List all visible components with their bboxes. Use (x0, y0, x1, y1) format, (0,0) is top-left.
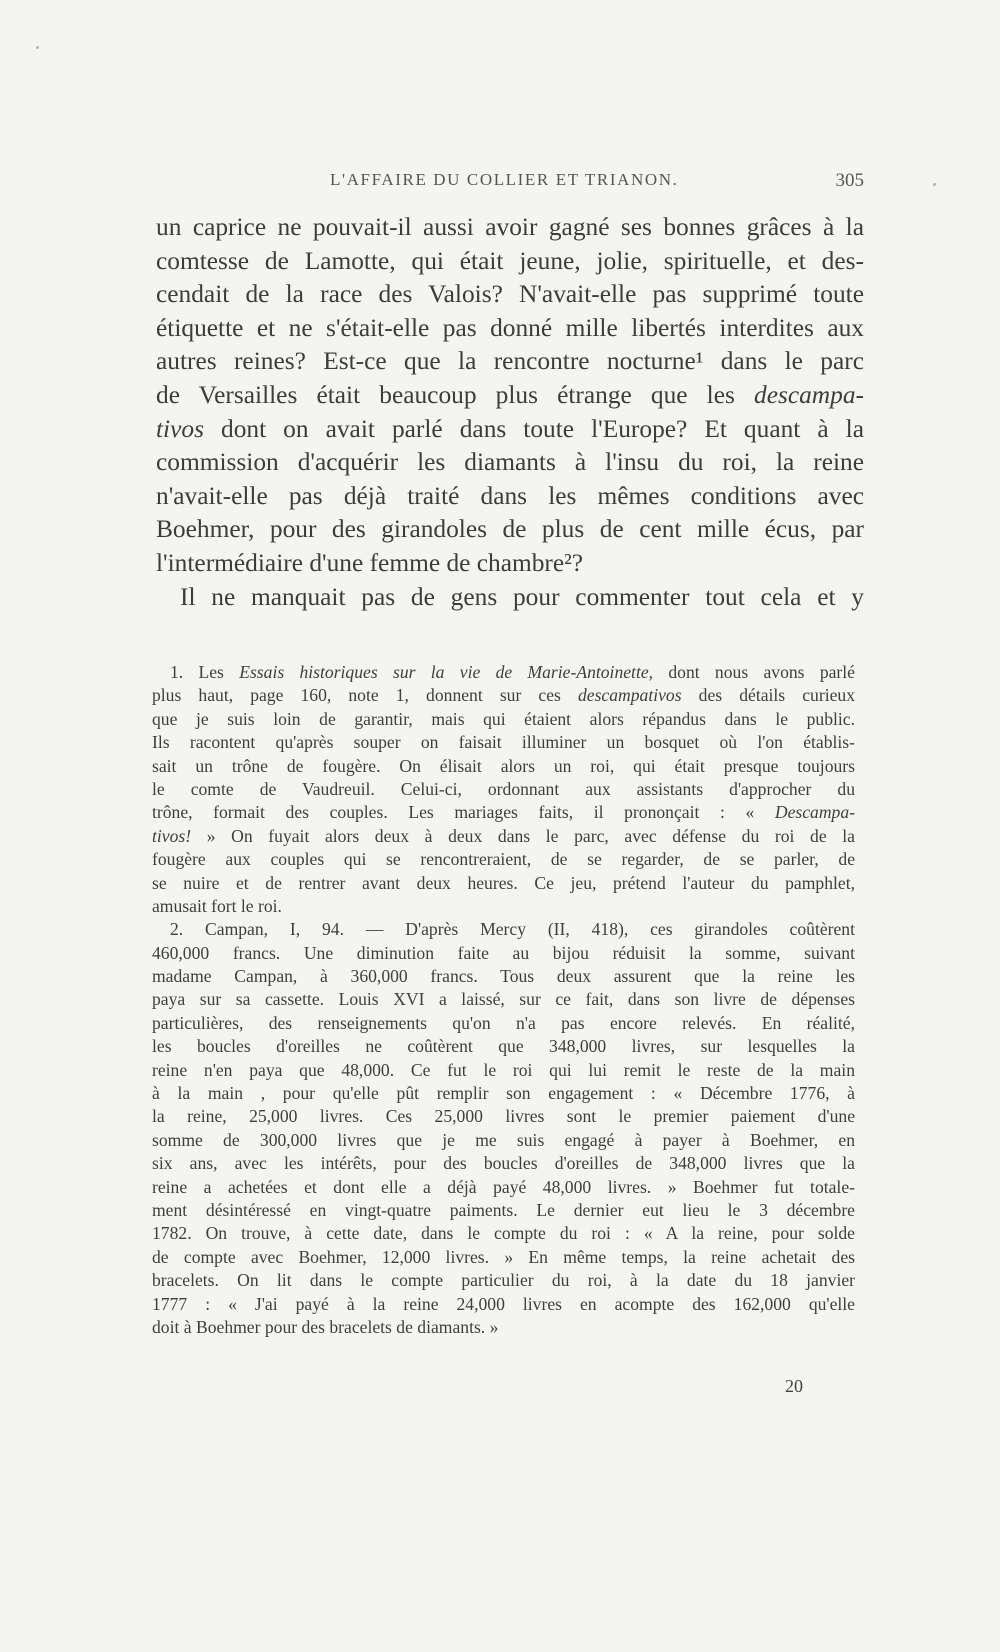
footnote-line: madame Campan, à 360,000 francs. Tous deux assurent que la reine les (152, 966, 855, 987)
text-segment: tivos! (152, 825, 192, 846)
footnote-line: de compte avec Boehmer, 12,000 livres. » En même temps, la reine achetait des (152, 1246, 855, 1267)
text-line: l'intermédiaire d'une femme de chambre²? (156, 548, 584, 577)
footnote-line: 1782. On trouve, à cette date, dans le compte du roi : « A la reine, pour solde (152, 1223, 855, 1244)
footnote-line: doit à Boehmer pour des bracelets de diamants. » (152, 1316, 499, 1337)
text-segment: tivos (156, 414, 204, 443)
main-text (156, 211, 864, 614)
footnote-line: somme de 300,000 livres que je me suis engagé à payer à Boehmer, en (152, 1129, 855, 1150)
text-line: Il ne manquait pas de gens pour commenter tout cela et y (180, 582, 864, 611)
footnote-line: sait un trône de fougère. On élisait alors un roi, qui était presque toujours (152, 755, 855, 776)
footnotes (152, 661, 855, 1339)
footnote-1 (152, 661, 855, 918)
footnote-line (152, 801, 855, 824)
text-segment: descampativos (577, 685, 682, 706)
text-segment: descampa- (754, 380, 864, 409)
text-line (156, 413, 864, 447)
text-segment: de Versailles était beaucoup plus étrange que les (156, 380, 754, 409)
footnote-line: se nuire et de rentrer avant deux heures. Ce jeu, prétend l'auteur du pamphlet, (152, 872, 855, 893)
footnote-line: le comte de Vaudreuil. Celui-ci, ordonnant aux assistants d'approcher du (152, 778, 855, 799)
text-line: un caprice ne pouvait-il aussi avoir gagné ses bonnes grâces à la (156, 213, 864, 241)
text-line: n'avait-elle pas déjà traité dans les mêmes conditions avec (156, 481, 864, 510)
speck-mark (933, 183, 936, 186)
footnote-line: reine n'en paya que 48,000. Ce fut le roi qui lui remit le reste de la main (152, 1059, 855, 1080)
text-line (156, 379, 864, 413)
footnote-line: bracelets. On lit dans le compte particulier du roi, à la date du 18 janvier (152, 1270, 855, 1291)
text-line: étiquette et ne s'était-elle pas donné mille libertés interdites aux (156, 313, 864, 342)
text-segment: trône, formait des couples. Les mariages faits, il prononçait : « (152, 802, 775, 823)
footnote-2 (152, 918, 855, 1339)
page-number: 305 (835, 170, 864, 191)
footnote-line: 2. Campan, I, 94. — D'après Mercy (II, 418), ces girandoles coûtèrent (170, 919, 855, 940)
footnote-line: 1777 : « J'ai payé à la reine 24,000 livres en acompte des 162,000 qu'elle (152, 1293, 855, 1314)
footnote-line: que je suis loin de garantir, mais qui étaient alors répandus dans le public. (152, 708, 855, 729)
footnote-line: paya sur sa cassette. Louis XVI a laissé, sur ce fait, dans son livre de dépenses (152, 989, 855, 1010)
signature-mark: 20 (785, 1376, 803, 1396)
text-line: cendait de la race des Valois? N'avait-elle pas supprimé toute (156, 280, 864, 309)
text-segment: des détails curieux (681, 685, 855, 706)
text-segment: 1. Les (170, 662, 240, 682)
footnote-line (152, 661, 855, 684)
footnote-line: 460,000 francs. Une diminution faite au bijou réduisit la somme, suivant (152, 942, 855, 963)
running-title: L'AFFAIRE DU COLLIER ET TRIANON. (330, 170, 679, 189)
text-segment: plus haut, page 160, note 1, donnent sur ces (152, 685, 578, 706)
footnote-line: les boucles d'oreilles ne coûtèrent que 348,000 livres, sur lesquelles la (152, 1036, 855, 1057)
running-head (156, 170, 864, 196)
speck-mark (36, 46, 39, 49)
text-segment: Essais historiques sur la vie de Marie-Antoinette, (239, 662, 654, 682)
footnote-line: Ils racontent qu'après souper on faisait illuminer un bosquet où l'on établis- (152, 732, 855, 753)
footnote-line: reine a achetées et dont elle a déjà payé 48,000 livres. » Boehmer fut totale- (152, 1176, 855, 1197)
text-segment: Descampa- (774, 802, 855, 823)
text-segment: » On fuyait alors deux à deux dans le parc, avec défense du roi de la (191, 825, 855, 846)
text-line: commission d'acquérir les diamants à l'insu du roi, la reine (156, 448, 864, 477)
text-segment: dont nous avons parlé (653, 662, 855, 682)
footnote-line (152, 825, 855, 848)
footnote-line: particulières, des renseignements qu'on n'a pas encore relevés. En réalité, (152, 1012, 855, 1033)
footnote-line: ment désintéressé en vingt-quatre paiments. Le dernier eut lieu le 3 décembre (152, 1199, 855, 1220)
text-segment: dont on avait parlé dans toute l'Europe? Et quant à la (203, 414, 864, 443)
footnote-line: à la main , pour qu'elle pût remplir son engagement : « Décembre 1776, à (152, 1083, 855, 1104)
footnote-line: la reine, 25,000 livres. Ces 25,000 livres sont le premier paiement d'une (152, 1106, 855, 1127)
footnote-line (152, 684, 855, 707)
footnote-line: fougère aux couples qui se rencontreraient, de se regarder, de se parler, de (152, 849, 855, 870)
text-line: autres reines? Est-ce que la rencontre nocturne¹ dans le parc (156, 347, 864, 376)
footnote-line: amusait fort le roi. (152, 895, 282, 916)
text-line: comtesse de Lamotte, qui était jeune, jolie, spirituelle, et des- (156, 246, 864, 275)
text-line: Boehmer, pour des girandoles de plus de cent mille écus, par (156, 515, 864, 544)
footnote-line: six ans, avec les intérêts, pour des boucles d'oreilles de 348,000 livres que la (152, 1153, 855, 1174)
